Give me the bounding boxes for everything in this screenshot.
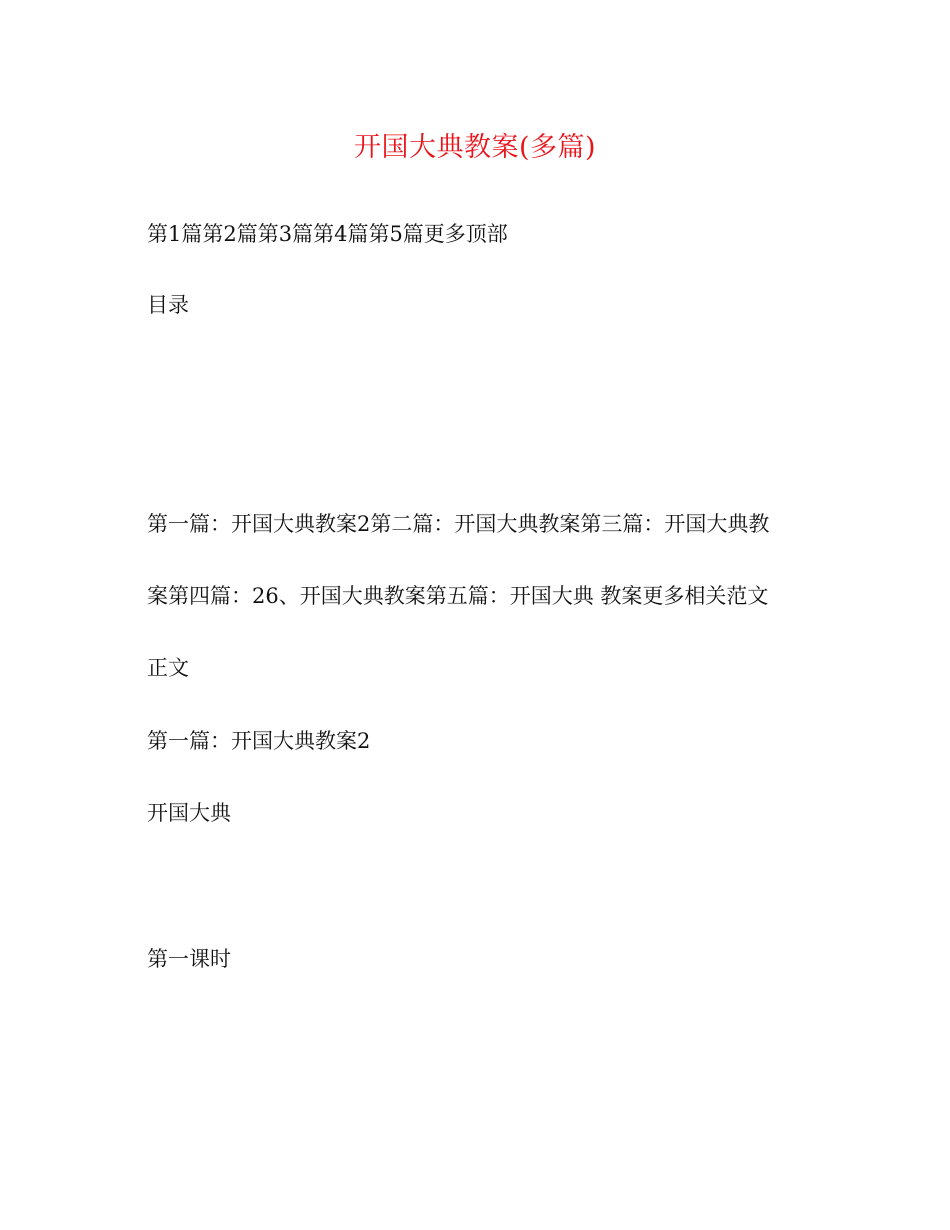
toc-line[interactable]: 第一篇：开国大典教案2第二篇：开国大典教案第三篇：开国大典教 (147, 512, 770, 536)
toc-heading: 目录 (147, 293, 189, 317)
lesson-name: 开国大典 (147, 801, 231, 825)
section-nav-links[interactable]: 第1篇第2篇第3篇第4篇第5篇更多顶部 (147, 222, 508, 246)
toc-line[interactable]: 案第四篇：26、开国大典教案第五篇：开国大典 教案更多相关范文 (147, 584, 769, 608)
document-title: 开国大典教案(多篇) (353, 132, 597, 163)
section-title: 第一篇：开国大典教案2 (147, 729, 371, 753)
lesson-period: 第一课时 (147, 947, 231, 971)
body-heading: 正文 (147, 656, 189, 680)
